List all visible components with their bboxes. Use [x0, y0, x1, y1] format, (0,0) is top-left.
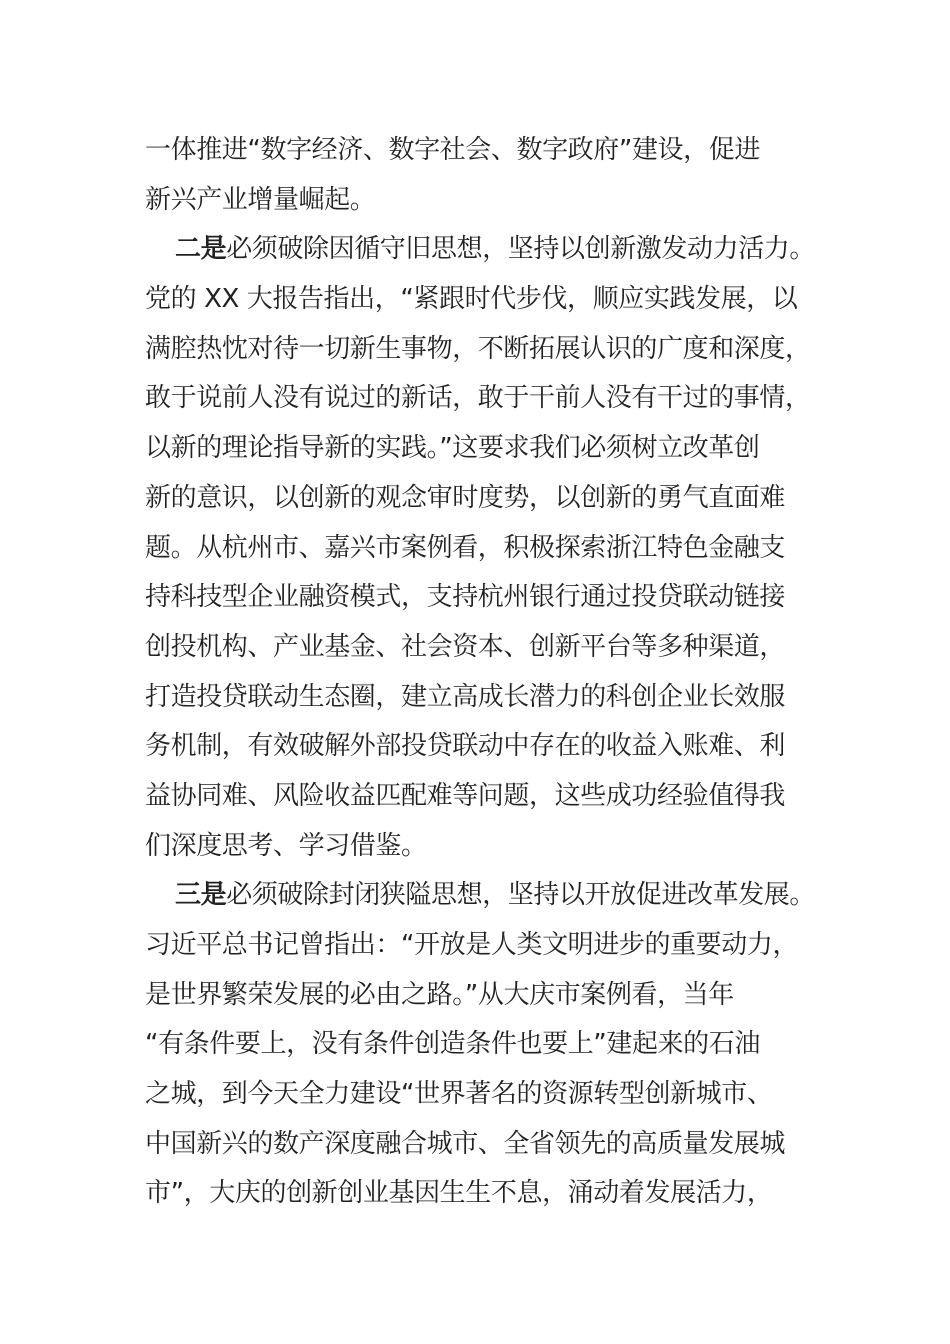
text-line: 必须破除因循守旧思想，坚持以创新激发动力活力。	[226, 234, 816, 265]
text-line: 一体推进“数字经济、数字社会、数字政府”建设，促进	[145, 135, 760, 165]
text-line: 务机制，有效破解外部投贷联动中存在的收益入账难、利	[145, 731, 786, 762]
text-line: 们深度思考、学习借鉴。	[145, 830, 427, 861]
paragraph-lead: 三是	[175, 880, 227, 911]
text-line: 中国新兴的数产深度融合城市、全省领先的高质量发展城	[145, 1128, 786, 1159]
text-line: 满腔热忱对待一切新生事物，不断拓展认识的广度和深度，	[145, 333, 811, 364]
text-line: 创投机构、产业基金、社会资本、创新平台等多种渠道，	[145, 631, 786, 662]
text-line: 敢于说前人没有说过的新话，敢于干前人没有干过的事情，	[145, 383, 811, 414]
text-line: 新的意识，以创新的观念审时度势，以创新的勇气直面难	[145, 482, 786, 513]
text-line: 打造投贷联动生态圈，建立高成长潜力的科创企业长效服	[145, 681, 786, 712]
text-line: 之城，到今天全力建设“世界著名的资源转型创新城市、	[145, 1079, 773, 1110]
paragraph-3-first-line	[145, 871, 815, 921]
text-line: 党的 XX 大报告指出，“紧跟时代步伐，顺应实践发展，以	[145, 284, 798, 315]
text-line: 习近平总书记曾指出：“开放是人类文明进步的重要动力，	[145, 930, 799, 960]
paragraph-2-first-line	[145, 225, 815, 275]
text-line: 持科技型企业融资模式，支持杭州银行通过投贷联动链接	[145, 582, 786, 613]
document-body	[145, 126, 815, 1219]
text-line: 题。从杭州市、嘉兴市案例看，积极探索浙江特色金融支	[145, 532, 786, 563]
text-line: 以新的理论指导新的实践。”这要求我们必须树立改革创	[145, 433, 760, 464]
text-line: 是世界繁荣发展的必由之路。”从大庆市案例看，当年	[145, 979, 734, 1010]
text-line: “有条件要上，没有条件创造条件也要上”建起来的石油	[145, 1029, 760, 1060]
text-line: 必须破除封闭狭隘思想，坚持以开放促进改革发展。	[226, 880, 816, 911]
text-line: 益协同难、风险收益匹配难等问题，这些成功经验值得我	[145, 780, 786, 811]
paragraph-lead: 二是	[175, 234, 227, 265]
text-line: 新兴产业增量崛起。	[145, 184, 376, 215]
text-line: 市”，大庆的创新创业基因生生不息，涌动着发展活力，	[145, 1178, 773, 1209]
